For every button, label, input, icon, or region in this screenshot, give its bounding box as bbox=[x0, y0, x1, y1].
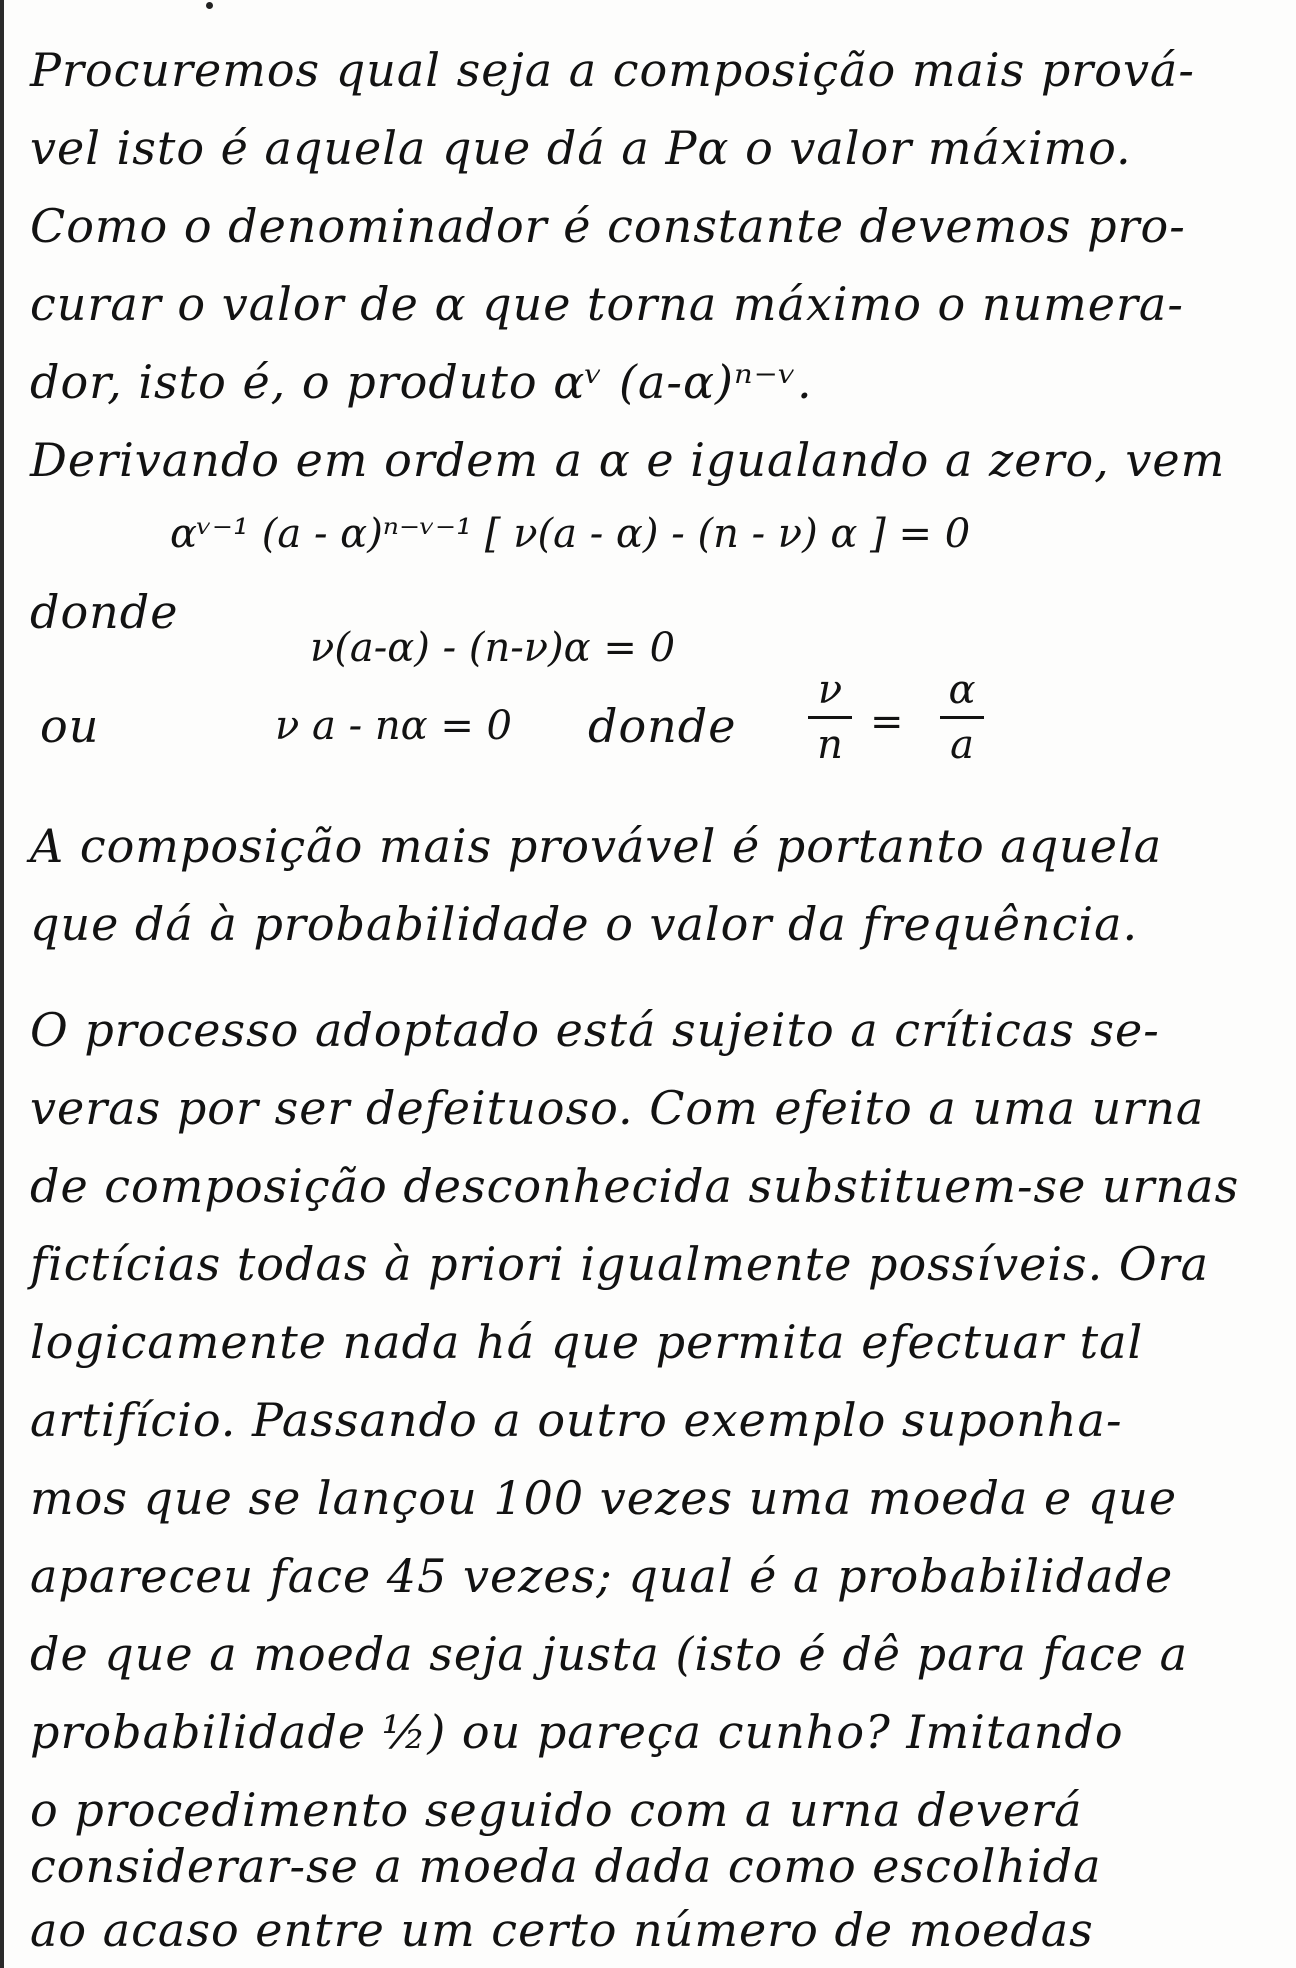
text-line: artifício. Passando a outro exemplo suponha- bbox=[30, 1393, 1123, 1447]
text-line: de composição desconhecida substituem-se urnas bbox=[30, 1159, 1240, 1213]
fraction-bar bbox=[808, 716, 852, 719]
text-line: veras por ser defeituoso. Com efeito a uma urna bbox=[30, 1081, 1205, 1135]
text-line: mos que se lançou 100 vezes uma moeda e que bbox=[30, 1471, 1178, 1525]
text-line: vel isto é aquela que dá a Pα o valor máximo. bbox=[30, 121, 1132, 175]
equation-3: ν a - nα = 0 bbox=[275, 703, 512, 749]
text-line: que dá à probabilidade o valor da frequência. bbox=[30, 897, 1139, 951]
ou-label: ou bbox=[40, 699, 100, 753]
text-line: dor, isto é, o produto αᵛ (a-α)ⁿ⁻ᵛ. bbox=[30, 355, 813, 409]
text-line: de que a moeda seja justa (isto é dê para face a bbox=[30, 1627, 1189, 1681]
page-left-edge bbox=[0, 0, 4, 1968]
derivative-equation: αᵛ⁻¹ (a - α)ⁿ⁻ᵛ⁻¹ [ ν(a - α) - (n - ν) α ] = 0 bbox=[170, 511, 971, 557]
ink-dot bbox=[206, 2, 213, 9]
fraction-right-denominator: a bbox=[950, 722, 974, 768]
text-line: considerar-se a moeda dada como escolhida bbox=[30, 1839, 1102, 1893]
fraction-right-numerator: α bbox=[948, 667, 976, 713]
fraction-left-denominator: n bbox=[817, 722, 843, 768]
equals-sign: = bbox=[870, 699, 904, 745]
text-line: Procuremos qual seja a composição mais prová- bbox=[30, 43, 1195, 97]
text-line: curar o valor de α que torna máximo o numera- bbox=[30, 277, 1184, 331]
fraction-left-numerator: ν bbox=[817, 667, 843, 713]
text-line: ao acaso entre um certo número de moedas bbox=[30, 1903, 1094, 1957]
text-line: o procedimento seguido com a urna deverá bbox=[30, 1783, 1083, 1837]
fraction-right bbox=[940, 668, 984, 767]
text-line: probabilidade ½) ou pareça cunho? Imitando bbox=[30, 1705, 1124, 1759]
donde-label-2: donde bbox=[588, 699, 737, 753]
text-line: fictícias todas à priori igualmente possíveis. Ora bbox=[30, 1237, 1209, 1291]
text-line: Derivando em ordem a α e igualando a zero, vem bbox=[30, 433, 1226, 487]
fraction-left bbox=[808, 668, 852, 767]
text-line: O processo adoptado está sujeito a críticas se- bbox=[30, 1003, 1160, 1057]
text-line: logicamente nada há que permita efectuar tal bbox=[30, 1315, 1144, 1369]
text-line: apareceu face 45 vezes; qual é a probabilidade bbox=[30, 1549, 1174, 1603]
text-line: Como o denominador é constante devemos pro- bbox=[30, 199, 1186, 253]
fraction-bar bbox=[940, 716, 984, 719]
text-line: A composição mais provável é portanto aquela bbox=[30, 819, 1163, 873]
equation-2: ν(a-α) - (n-ν)α = 0 bbox=[310, 625, 676, 671]
donde-label: donde bbox=[30, 585, 179, 639]
